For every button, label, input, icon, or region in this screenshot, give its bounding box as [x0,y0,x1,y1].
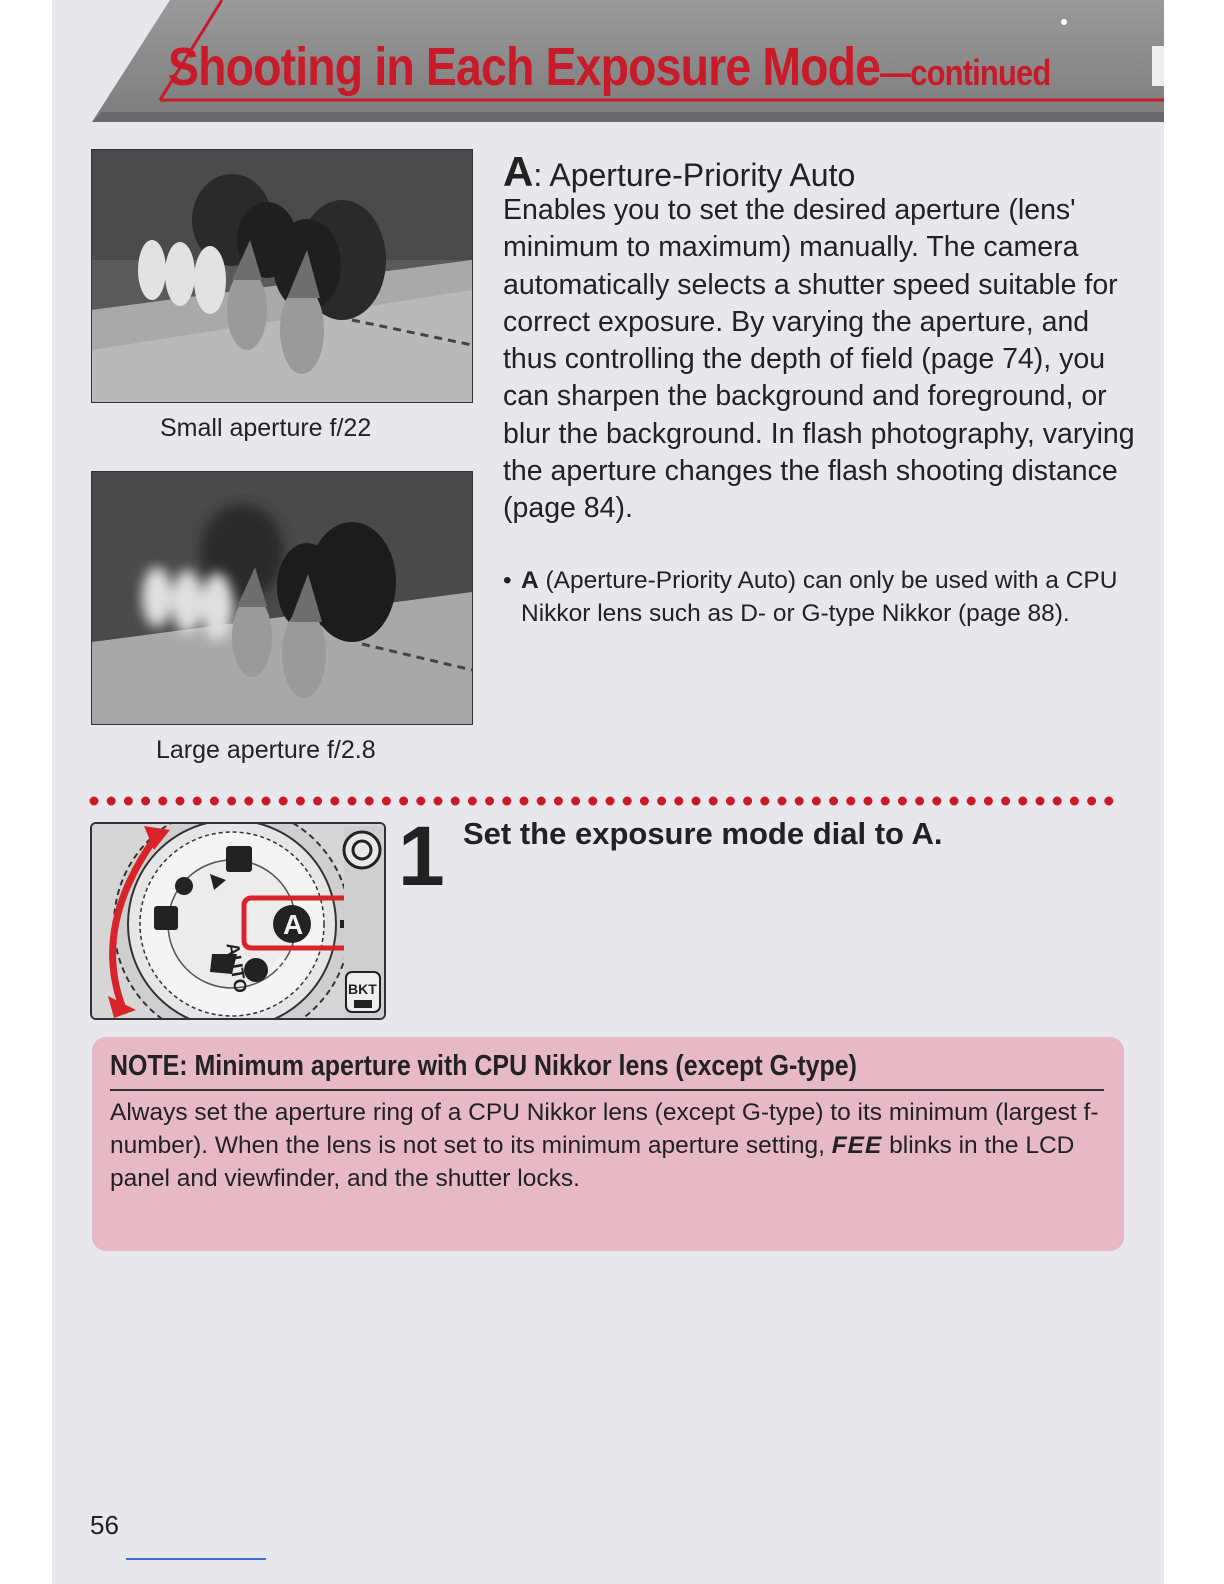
photo-small-aperture [91,149,473,403]
bullet-dot: • [503,567,512,594]
bullet-letter: A [521,567,539,594]
page-title-main: Shooting in Each Exposure Mode [168,37,881,97]
step-number: 1 [398,809,445,903]
section-heading [503,148,855,196]
blue-underline [126,1558,266,1560]
section-body: Enables you to set the desired aperture (lens' minimum to maximum) manually. The camera automatically selects a shutter speed suitable for correct exposure. By varying the aperture, and thus controlling the depth of field (page 74), you can sharpen the background and foreground, or blur the background. In flash photography, varying the aperture changes the flash shooting distance (page 84). [503,194,1135,525]
step-text-letter: A [911,816,934,851]
section-heading-letter: A [503,148,534,195]
photo-large-aperture-caption: Large aperture f/2.8 [156,736,376,764]
dial-auto-label: AUTO [222,941,251,995]
mode-dial-illustration [90,822,386,1020]
section-heading-text: : Aperture-Priority Auto [533,157,856,193]
photo-small-aperture-caption: Small aperture f/22 [160,414,372,442]
note-title-rule [110,1089,1104,1091]
step-instruction [463,816,942,852]
step-text-after: . [933,816,943,851]
note-title: NOTE: Minimum aperture with CPU Nikkor lens (except G-type) [110,1050,857,1082]
note-lcd-code: FEE [831,1132,883,1159]
photo-large-aperture-image [92,472,472,724]
dial-bkt-label: BKT [348,981,377,997]
dotted-divider [89,792,1129,810]
page-number: 56 [90,1510,119,1540]
dial-p-label: P [264,952,295,984]
step-text-before: Set the exposure mode dial to [463,816,912,851]
photo-large-aperture [91,471,473,725]
bullet-text [503,564,1133,630]
section-bullet [503,564,1133,630]
note-body [110,1096,1110,1195]
note-body-after: blinks in the LCD panel and viewfinder, and the shutter locks. [110,1132,1075,1192]
mode-dial-drawing [92,824,384,1018]
page-title [168,36,1050,98]
dial-selected-mode: A [283,909,304,940]
note-body-before: Always set the aperture ring of a CPU Nikkor lens (except G-type) to its minimum (largest f-number). When the lens is not set to its minimum aperture setting, [110,1099,1099,1159]
page-title-continued: —continued [880,52,1051,93]
photo-small-aperture-image [92,150,472,402]
bullet-rest: (Aperture-Priority Auto) can only be used with a CPU Nikkor lens such as D- or G-type Nikkor (page 88). [521,567,1118,627]
